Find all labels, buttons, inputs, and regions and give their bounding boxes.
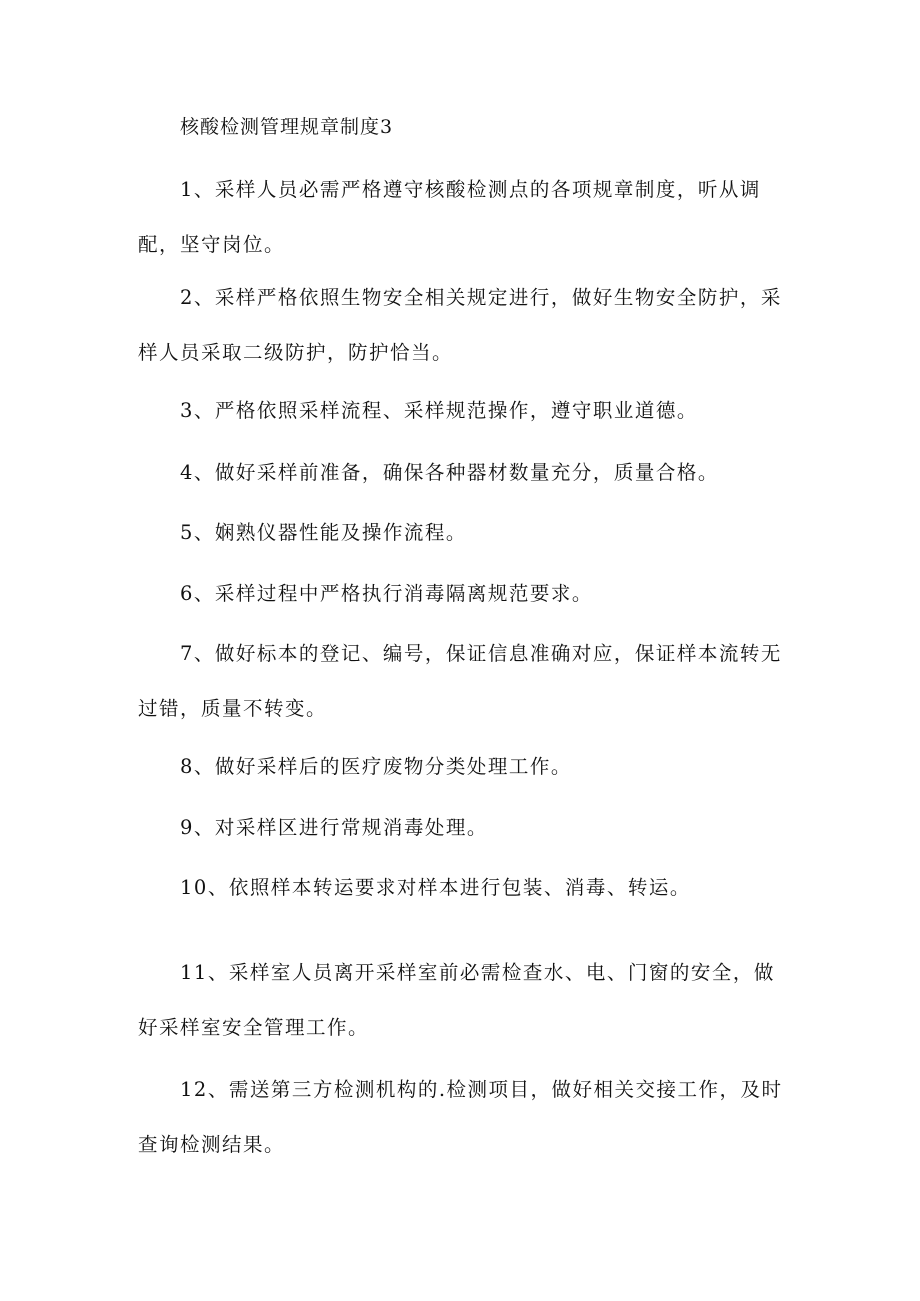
rule-item-3: 3、严格依照采样流程、采样规范操作，遵守职业道德。	[180, 399, 698, 422]
rule-item-4: 4、做好采样前准备，确保各种器材数量充分，质量合格。	[180, 461, 719, 484]
rule-item-2: 2、采样严格依照生物安全相关规定进行，做好生物安全防护，采样人员采取二级防护，防护恰当。	[138, 286, 782, 364]
rule-item-8: 8、做好采样后的医疗废物分类处理工作。	[180, 755, 572, 778]
rule-item-1: 1、采样人员必需严格遵守核酸检测点的各项规章制度，听从调配，坚守岗位。	[138, 178, 761, 256]
rule-item-11: 11、采样室人员离开采样室前必需检查水、电、门窗的安全，做好采样室安全管理工作。	[138, 961, 775, 1039]
rule-item-6: 6、采样过程中严格执行消毒隔离规范要求。	[180, 582, 593, 605]
rule-item-7: 7、做好标本的登记、编号，保证信息准确对应，保证样本流转无过错，质量不转变。	[138, 642, 782, 720]
document-title: 核酸检测管理规章制度3	[180, 116, 394, 138]
rule-item-10: 10、依照样本转运要求对样本进行包装、消毒、转运。	[180, 876, 691, 899]
rule-item-12: 12、需送第三方检测机构的.检测项目，做好相关交接工作，及时查询检测结果。	[138, 1078, 783, 1156]
rule-item-5: 5、娴熟仪器性能及操作流程。	[180, 521, 467, 544]
rule-item-9: 9、对采样区进行常规消毒处理。	[180, 816, 488, 839]
